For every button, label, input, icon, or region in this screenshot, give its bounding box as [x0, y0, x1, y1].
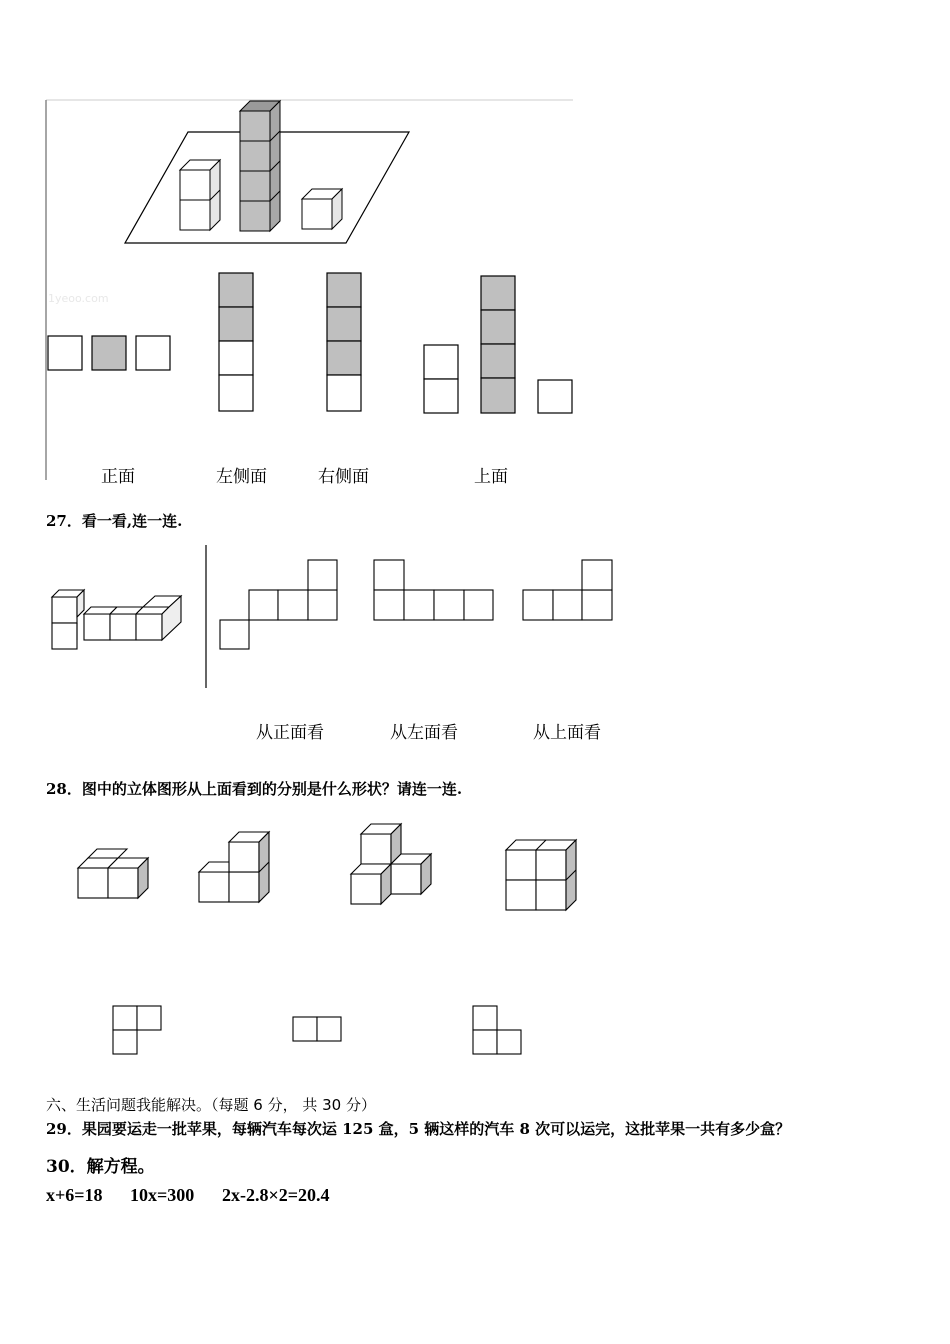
q27-label-left: 从左面看: [390, 723, 458, 743]
cube-plane-diagram: [0, 0, 600, 500]
q27-shape-b: [374, 560, 493, 620]
view-right-side: [327, 273, 361, 411]
view-top: [424, 276, 572, 413]
q28-view-3: [473, 1006, 521, 1054]
equation-3: 2x-2.8×2=20.4: [222, 1185, 330, 1205]
equation-2: 10x=300: [130, 1185, 195, 1205]
label-left-side: 左侧面: [216, 467, 267, 487]
q28-solid-2: [199, 832, 269, 902]
q28-figure: [0, 815, 650, 1065]
q28-solid-1: [78, 849, 148, 898]
figure-cube-views: [0, 0, 600, 500]
q30-title: 30．解方程。: [46, 1157, 155, 1177]
q29-text: 29．果园要运走一批苹果，每辆汽车每次运 125 盒，5 辆这样的汽车 8 次可以运完，这批苹果一共有多少盒？: [46, 1120, 791, 1138]
label-front: 正面: [101, 467, 135, 487]
equation-1: x+6=18: [46, 1185, 103, 1205]
q27-figure: [0, 540, 650, 700]
q28-diagram: [0, 815, 650, 1065]
view-front: [48, 336, 170, 370]
section-6-heading: 六、生活问题我能解决。（每题 6 分， 共 30 分）: [46, 1096, 376, 1114]
q27-diagram: [0, 540, 650, 700]
stack-four-cubes: [240, 101, 280, 231]
view-left-side: [219, 273, 253, 411]
label-top: 上面: [474, 467, 508, 487]
q28-title: 28．图中的立体图形从上面看到的分别是什么形状？请连一连.: [46, 780, 463, 798]
q28-solid-4: [506, 840, 576, 910]
q28-view-2: [293, 1017, 341, 1041]
q27-title: 27．看一看,连一连.: [46, 512, 183, 530]
q27-shape-a: [220, 560, 337, 649]
stack-two-cubes: [180, 160, 220, 230]
q28-solid-3: [351, 824, 431, 904]
q27-solid: [52, 590, 181, 649]
single-cube: [302, 189, 342, 229]
label-right-side: 右侧面: [318, 467, 369, 487]
q27-label-front: 从正面看: [256, 723, 324, 743]
q27-label-top: 从上面看: [533, 723, 601, 743]
q28-view-1: [113, 1006, 161, 1054]
q27-shape-c: [523, 560, 612, 620]
watermark: 1yeoo.com: [48, 292, 109, 305]
